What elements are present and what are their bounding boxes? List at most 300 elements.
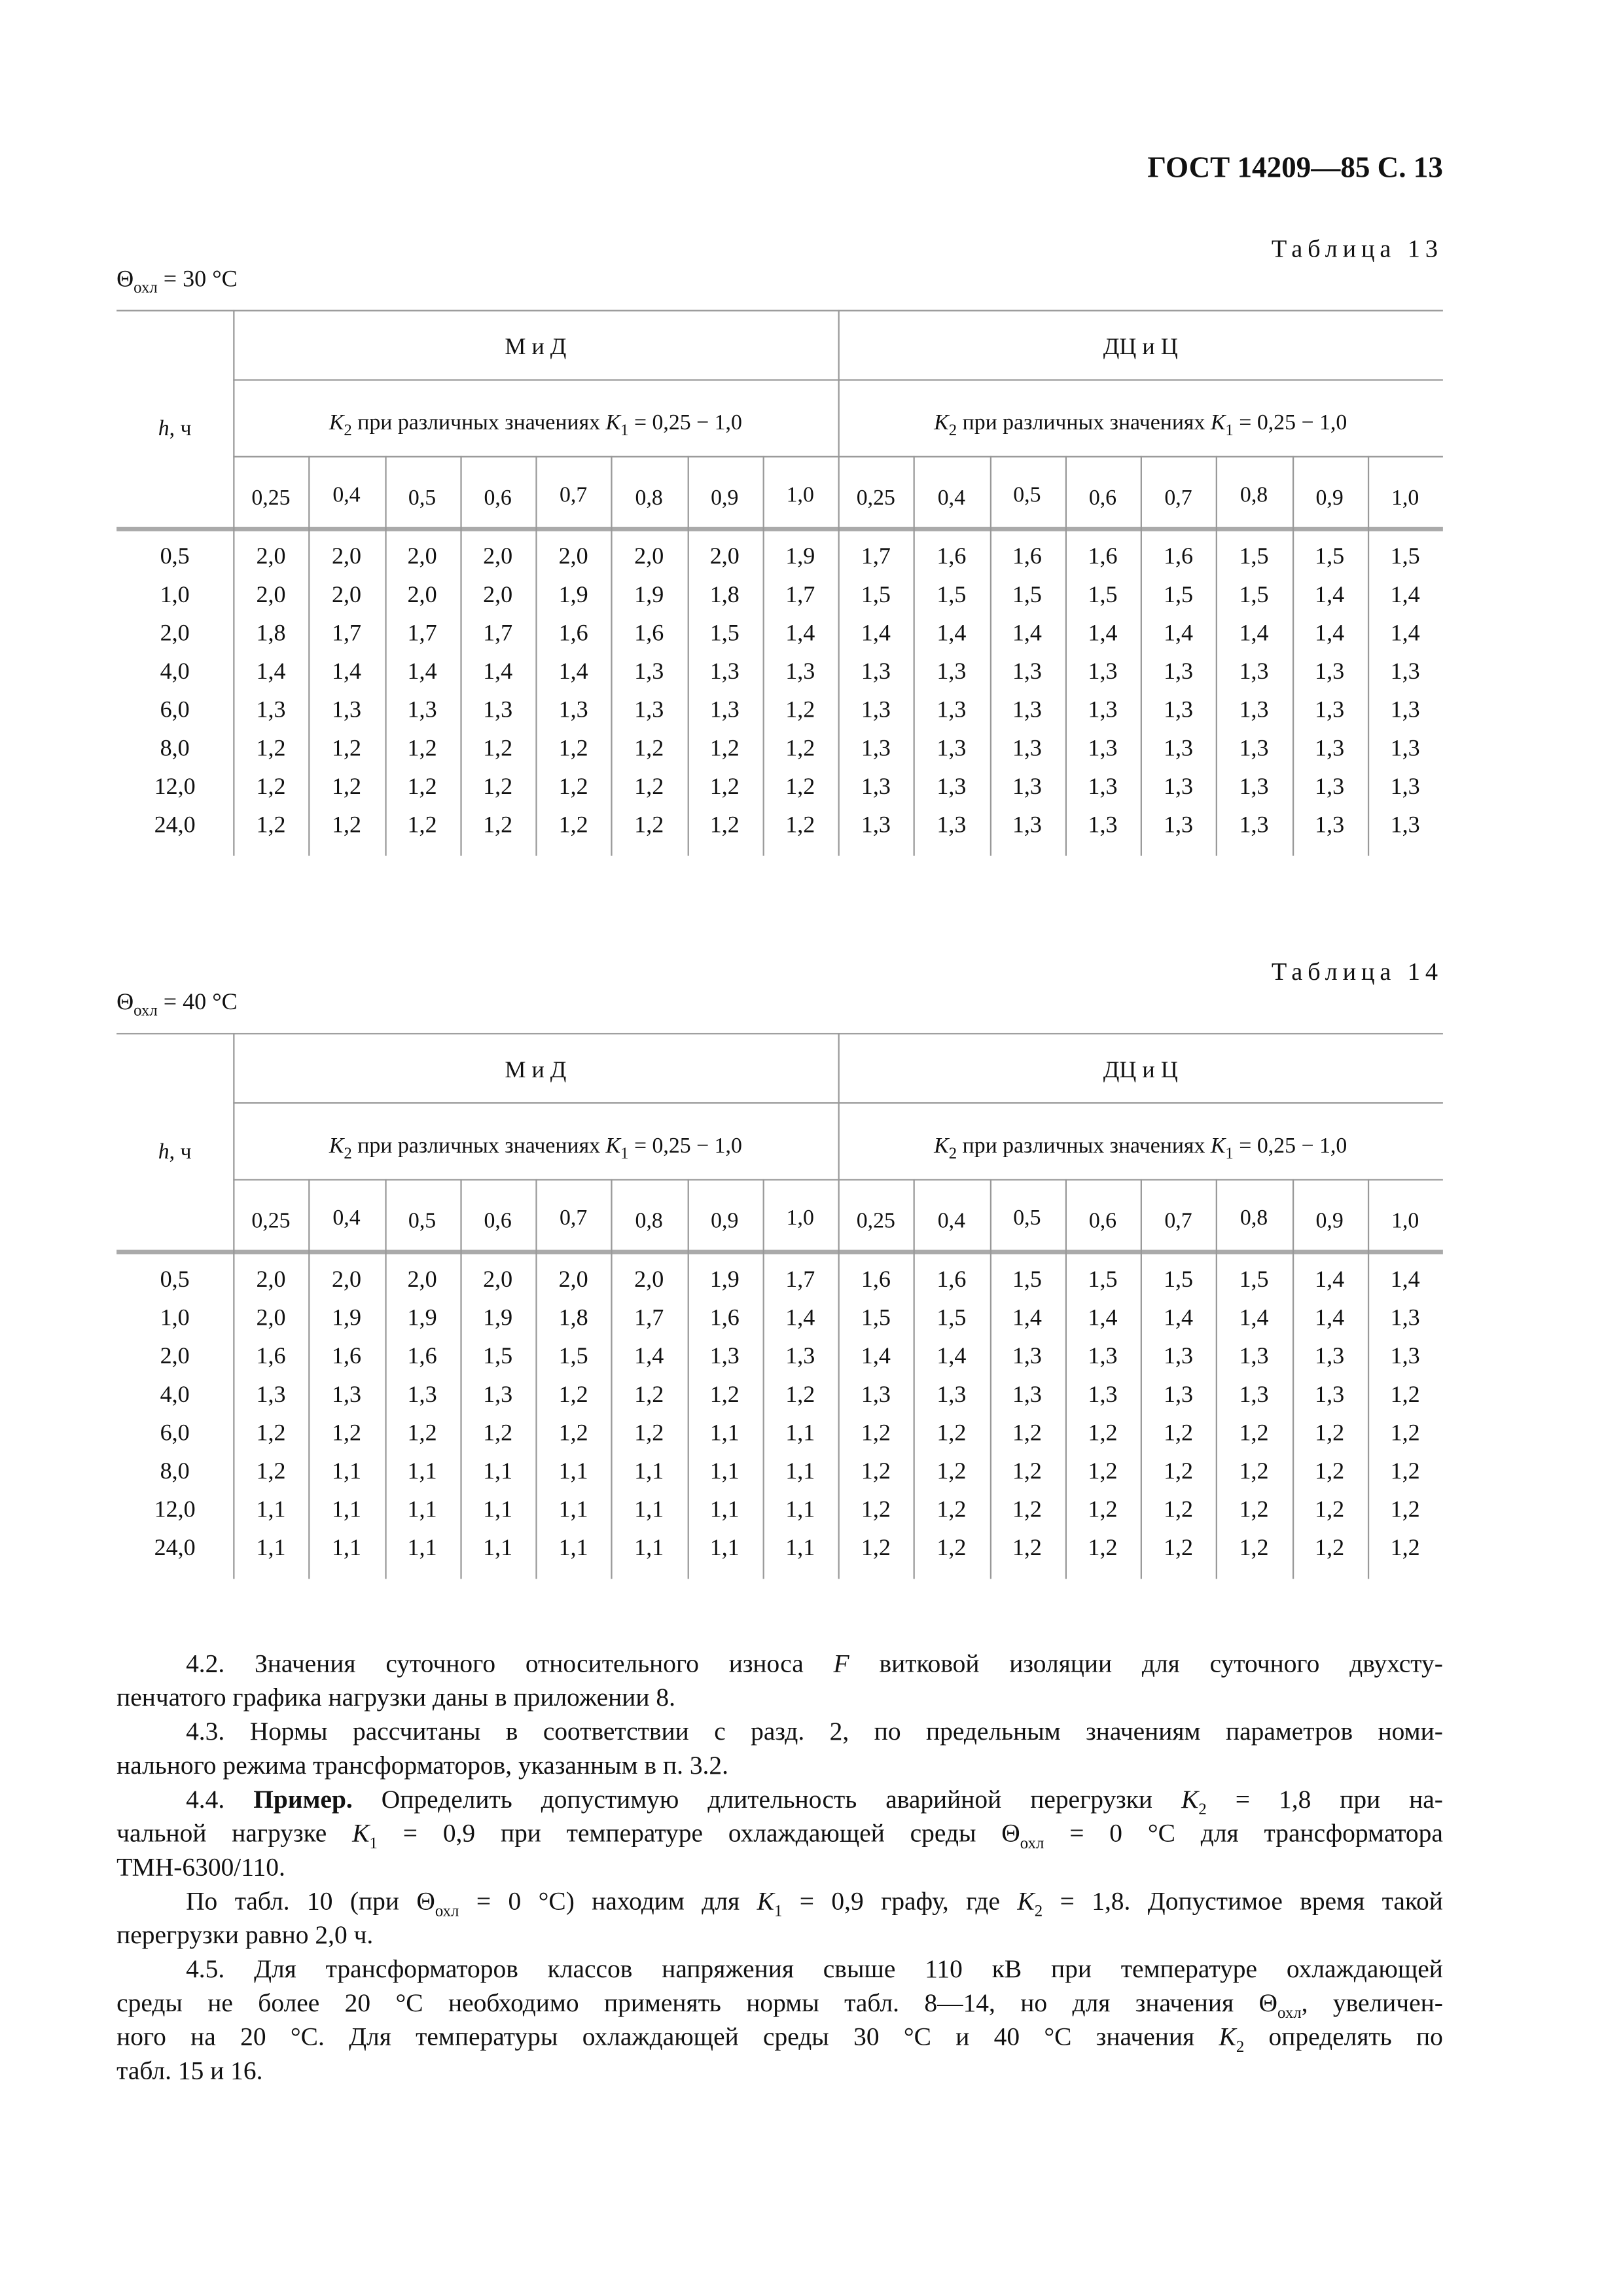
k2-value-cell: 1,2 xyxy=(634,736,664,762)
k2-value-cell: 1,3 xyxy=(861,736,891,762)
k2-value-cell: 1,3 xyxy=(1088,1382,1118,1408)
k1-column-header: 0,9 xyxy=(711,1210,739,1234)
k2-value-cell: 2,0 xyxy=(483,583,513,608)
k2-value-cell: 1,3 xyxy=(483,1382,513,1408)
k2-value-cell: 1,2 xyxy=(1239,1421,1269,1446)
k2-value-cell: 1,2 xyxy=(861,1535,891,1562)
k2-value-cell: 1,2 xyxy=(331,736,362,762)
k2-value-cell: 1,4 xyxy=(331,659,362,685)
k2-value-cell: 1,2 xyxy=(1239,1535,1269,1562)
h-cell: 12,0 xyxy=(154,774,196,800)
k2-value-cell: 1,2 xyxy=(256,1459,286,1485)
k2-value-cell: 1,5 xyxy=(1239,583,1269,608)
k2-value-cell: 1,4 xyxy=(785,621,815,647)
k2-value-cell: 2,0 xyxy=(256,1267,286,1293)
k2-value-cell: 1,4 xyxy=(1315,621,1345,647)
k1-column-header: 0,8 xyxy=(635,1210,663,1234)
k2-value-cell: 1,6 xyxy=(634,621,664,647)
k1-column-header: 0,4 xyxy=(937,1210,966,1234)
paragraph-4-4-line2: чальной нагрузке $K_1 = 0,9$ при температуре охлаждающей среды $\Theta_{охл} = 0$ °C для трансформатора xyxy=(116,1818,1443,1853)
k2-value-cell: 1,5 xyxy=(483,1344,513,1370)
k2-subheader-left: $K_2$ при различных значениях $K_1 = 0,25 - 1,0$ xyxy=(329,1134,742,1163)
k2-value-cell: 1,2 xyxy=(256,813,286,838)
k2-value-cell: 1,2 xyxy=(1390,1382,1420,1408)
k2-value-cell: 1,2 xyxy=(483,736,513,762)
k2-value-cell: 2,0 xyxy=(407,544,437,570)
k2-value-cell: 1,3 xyxy=(1315,1344,1345,1370)
group-header-left: М и Д xyxy=(505,1058,567,1083)
paragraph-example-line1: По табл. 10 (при $\Theta_{охл} = 0$ °C) находим для $K_1 = 0,9$ графу, где $K_2 = 1,8$. Допустимое время такой xyxy=(186,1886,1443,1921)
k2-value-cell: 1,3 xyxy=(1012,774,1042,800)
k2-value-cell: 1,4 xyxy=(1315,1306,1345,1331)
k2-value-cell: 1,4 xyxy=(634,1344,664,1370)
k2-value-cell: 1,2 xyxy=(483,813,513,838)
k2-value-cell: 1,2 xyxy=(634,774,664,800)
k2-value-cell: 1,3 xyxy=(256,1382,286,1408)
k2-value-cell: 1,1 xyxy=(558,1498,588,1523)
k2-value-cell: 2,0 xyxy=(331,544,362,570)
k2-value-cell: 1,4 xyxy=(1012,621,1042,647)
k1-column-header: 0,9 xyxy=(711,486,739,511)
k2-value-cell: 1,3 xyxy=(1012,736,1042,762)
k2-value-cell: 1,3 xyxy=(1088,736,1118,762)
k2-value-cell: 1,2 xyxy=(634,1382,664,1408)
k2-value-cell: 1,1 xyxy=(407,1498,437,1523)
k2-value-cell: 1,2 xyxy=(558,774,588,800)
k2-value-cell: 1,3 xyxy=(936,736,967,762)
k2-value-cell: 1,2 xyxy=(1012,1459,1042,1485)
k2-value-cell: 1,3 xyxy=(1390,736,1420,762)
k2-value-cell: 1,9 xyxy=(709,1267,740,1293)
k2-value-cell: 2,0 xyxy=(407,583,437,608)
k2-value-cell: 1,2 xyxy=(256,774,286,800)
k2-value-cell: 1,9 xyxy=(483,1306,513,1331)
k1-column-header: 1,0 xyxy=(786,1207,814,1231)
paragraph-4-4-line3: ТМН-6300/110. xyxy=(116,1852,285,1882)
k2-value-cell: 1,5 xyxy=(861,1306,891,1331)
paragraph-4-3-line1: 4.3. Нормы рассчитаны в соответствии с разд. 2, по предельным значениям параметров номи- xyxy=(186,1715,1443,1746)
k2-value-cell: 1,1 xyxy=(407,1535,437,1562)
k2-value-cell: 1,4 xyxy=(1239,1306,1269,1331)
k2-value-cell: 1,2 xyxy=(1088,1535,1118,1562)
k2-value-cell: 1,3 xyxy=(1163,1382,1194,1408)
k2-value-cell: 1,3 xyxy=(709,698,740,723)
k2-value-cell: 1,6 xyxy=(1012,544,1042,570)
k2-value-cell: 1,5 xyxy=(558,1344,588,1370)
k2-value-cell: 1,2 xyxy=(558,1421,588,1446)
k2-value-cell: 1,9 xyxy=(407,1306,437,1331)
k2-value-cell: 1,3 xyxy=(558,698,588,723)
k2-value-cell: 1,3 xyxy=(634,659,664,685)
k2-value-cell: 1,5 xyxy=(1239,544,1269,570)
k2-value-cell: 1,3 xyxy=(709,659,740,685)
k1-column-header: 0,5 xyxy=(1013,484,1041,508)
k2-value-cell: 1,2 xyxy=(1315,1421,1345,1446)
k2-value-cell: 1,2 xyxy=(407,736,437,762)
k2-value-cell: 1,2 xyxy=(936,1535,967,1562)
k2-value-cell: 1,4 xyxy=(1163,1306,1194,1331)
k2-value-cell: 1,2 xyxy=(256,1421,286,1446)
k2-value-cell: 1,7 xyxy=(785,1267,815,1293)
k2-value-cell: 1,2 xyxy=(1390,1459,1420,1485)
k2-value-cell: 1,3 xyxy=(1239,659,1269,685)
k1-column-header: 0,4 xyxy=(937,486,966,511)
h-cell: 4,0 xyxy=(160,1382,190,1408)
h-cell: 1,0 xyxy=(160,1306,190,1331)
k2-value-cell: 1,2 xyxy=(407,1421,437,1446)
k2-value-cell: 2,0 xyxy=(256,1306,286,1331)
k2-value-cell: 1,5 xyxy=(1012,583,1042,608)
k2-value-cell: 1,3 xyxy=(1088,1344,1118,1370)
k1-column-header: 0,25 xyxy=(856,1210,895,1234)
paragraph-4-2-line1: 4.2. Значения суточного относительного износа F витковой изоляции для суточного двухсту- xyxy=(186,1648,1443,1678)
k2-value-cell: 2,0 xyxy=(331,1267,362,1293)
h-cell: 12,0 xyxy=(154,1498,196,1523)
h-cell: 6,0 xyxy=(160,1421,190,1446)
k2-subheader-right: $K_2$ при различных значениях $K_1 = 0,25 - 1,0$ xyxy=(934,1134,1347,1163)
k2-value-cell: 1,4 xyxy=(1088,621,1118,647)
h-cell: 0,5 xyxy=(160,1267,190,1293)
k2-value-cell: 1,2 xyxy=(483,1421,513,1446)
k2-value-cell: 1,3 xyxy=(785,659,815,685)
k2-value-cell: 1,1 xyxy=(785,1421,815,1446)
k2-value-cell: 1,2 xyxy=(558,813,588,838)
k2-value-cell: 1,3 xyxy=(1012,1344,1042,1370)
k2-value-cell: 1,4 xyxy=(1390,1267,1420,1293)
k2-value-cell: 1,3 xyxy=(1012,1382,1042,1408)
k2-value-cell: 1,3 xyxy=(936,774,967,800)
k2-value-cell: 1,3 xyxy=(1390,659,1420,685)
k2-value-cell: 1,6 xyxy=(558,621,588,647)
k2-value-cell: 1,2 xyxy=(256,736,286,762)
k2-value-cell: 1,4 xyxy=(861,1344,891,1370)
k2-value-cell: 1,3 xyxy=(861,813,891,838)
k2-value-cell: 1,2 xyxy=(709,736,740,762)
k2-value-cell: 1,2 xyxy=(1390,1421,1420,1446)
k2-value-cell: 1,6 xyxy=(331,1344,362,1370)
k2-value-cell: 1,9 xyxy=(331,1306,362,1331)
k2-value-cell: 1,2 xyxy=(634,813,664,838)
k2-value-cell: 1,3 xyxy=(407,698,437,723)
paragraph-4-4-line1: 4.4. Пример. Определить допустимую длительность аварийной перегрузки $K_2 = 1,8$ при на- xyxy=(186,1784,1443,1819)
k2-value-cell: 1,3 xyxy=(1390,813,1420,838)
k2-value-cell: 1,5 xyxy=(936,583,967,608)
k2-value-cell: 1,5 xyxy=(1163,1267,1194,1293)
k2-value-cell: 1,1 xyxy=(709,1535,740,1562)
h-cell: 24,0 xyxy=(154,1535,196,1562)
k2-value-cell: 1,3 xyxy=(1163,813,1194,838)
k2-value-cell: 1,2 xyxy=(861,1498,891,1523)
k2-value-cell: 1,6 xyxy=(936,1267,967,1293)
k2-value-cell: 1,2 xyxy=(785,774,815,800)
k2-subheader-left: $K_2$ при различных значениях $K_1 = 0,25 - 1,0$ xyxy=(329,412,742,440)
k2-value-cell: 2,0 xyxy=(407,1267,437,1293)
k2-value-cell: 1,1 xyxy=(558,1535,588,1562)
k1-column-header: 0,5 xyxy=(408,486,437,511)
k2-value-cell: 1,3 xyxy=(1315,813,1345,838)
k2-value-cell: 1,4 xyxy=(936,1344,967,1370)
k2-value-cell: 1,2 xyxy=(861,1421,891,1446)
k2-value-cell: 1,3 xyxy=(936,813,967,838)
k2-value-cell: 1,3 xyxy=(1088,659,1118,685)
k2-value-cell: 2,0 xyxy=(331,583,362,608)
k2-value-cell: 1,2 xyxy=(785,1382,815,1408)
k2-value-cell: 1,3 xyxy=(1239,1344,1269,1370)
data-table xyxy=(116,310,1443,855)
k2-value-cell: 1,2 xyxy=(785,813,815,838)
k2-value-cell: 1,3 xyxy=(1163,659,1194,685)
k1-column-header: 0,7 xyxy=(560,484,588,508)
h-cell: 24,0 xyxy=(154,813,196,838)
k1-column-header: 0,5 xyxy=(1013,1207,1041,1231)
k2-value-cell: 1,3 xyxy=(1163,698,1194,723)
group-header-right: ДЦ и Ц xyxy=(1103,1058,1178,1083)
k2-value-cell: 1,3 xyxy=(1315,659,1345,685)
k2-value-cell: 1,2 xyxy=(1012,1535,1042,1562)
k2-value-cell: 1,3 xyxy=(331,1382,362,1408)
k2-value-cell: 1,3 xyxy=(1390,774,1420,800)
h-column-header: h, ч xyxy=(158,418,192,442)
k2-value-cell: 1,2 xyxy=(331,813,362,838)
k2-value-cell: 2,0 xyxy=(256,583,286,608)
k2-value-cell: 1,3 xyxy=(483,698,513,723)
k2-value-cell: 1,3 xyxy=(936,698,967,723)
k2-value-cell: 1,4 xyxy=(558,659,588,685)
k1-column-header: 0,5 xyxy=(408,1210,437,1234)
k2-value-cell: 1,3 xyxy=(1315,736,1345,762)
k2-value-cell: 1,4 xyxy=(1390,583,1420,608)
k2-value-cell: 1,3 xyxy=(1390,1306,1420,1331)
k2-value-cell: 1,4 xyxy=(407,659,437,685)
group-header-left: М и Д xyxy=(505,334,567,361)
paragraph-4-2-line2: пенчатого графика нагрузки даны в приложении 8. xyxy=(116,1682,675,1712)
k2-value-cell: 1,6 xyxy=(936,544,967,570)
k2-value-cell: 2,0 xyxy=(483,544,513,570)
k2-value-cell: 1,1 xyxy=(785,1459,815,1485)
paragraph-4-5-line4: табл. 15 и 16. xyxy=(116,2055,263,2085)
k2-value-cell: 1,2 xyxy=(1088,1498,1118,1523)
k2-value-cell: 1,6 xyxy=(709,1306,740,1331)
k2-value-cell: 1,2 xyxy=(936,1421,967,1446)
k2-value-cell: 1,9 xyxy=(558,583,588,608)
h-cell: 1,0 xyxy=(160,583,190,608)
k2-value-cell: 1,4 xyxy=(1012,1306,1042,1331)
k2-value-cell: 1,2 xyxy=(1390,1498,1420,1523)
k1-column-header: 0,8 xyxy=(1240,1207,1268,1231)
k2-value-cell: 1,2 xyxy=(936,1498,967,1523)
k2-value-cell: 1,5 xyxy=(1012,1267,1042,1293)
k2-value-cell: 1,3 xyxy=(861,698,891,723)
k2-value-cell: 1,1 xyxy=(709,1421,740,1446)
k2-value-cell: 1,5 xyxy=(1163,583,1194,608)
k2-value-cell: 1,3 xyxy=(331,698,362,723)
k2-value-cell: 1,1 xyxy=(331,1535,362,1562)
k2-value-cell: 1,4 xyxy=(256,659,286,685)
k2-value-cell: 1,6 xyxy=(1163,544,1194,570)
k2-value-cell: 1,2 xyxy=(407,774,437,800)
k2-value-cell: 1,2 xyxy=(1315,1498,1345,1523)
k2-value-cell: 1,2 xyxy=(1163,1535,1194,1562)
h-cell: 2,0 xyxy=(160,621,190,647)
k2-value-cell: 1,5 xyxy=(861,583,891,608)
k2-value-cell: 1,3 xyxy=(1012,698,1042,723)
k2-value-cell: 1,6 xyxy=(256,1344,286,1370)
k1-column-header: 0,6 xyxy=(1088,1210,1117,1234)
k2-value-cell: 1,2 xyxy=(1315,1535,1345,1562)
k2-value-cell: 1,3 xyxy=(861,774,891,800)
k2-value-cell: 1,3 xyxy=(1239,698,1269,723)
k2-value-cell: 2,0 xyxy=(483,1267,513,1293)
k2-value-cell: 1,3 xyxy=(1239,774,1269,800)
k2-value-cell: 1,3 xyxy=(1315,774,1345,800)
k1-column-header: 1,0 xyxy=(1391,486,1419,511)
k2-value-cell: 1,4 xyxy=(1315,1267,1345,1293)
k2-value-cell: 2,0 xyxy=(558,544,588,570)
k2-value-cell: 1,1 xyxy=(785,1535,815,1562)
h-cell: 8,0 xyxy=(160,736,190,762)
k2-value-cell: 1,6 xyxy=(861,1267,891,1293)
paragraph-4-3-line2: нального режима трансформаторов, указанным в п. 3.2. xyxy=(116,1749,729,1780)
k2-value-cell: 1,2 xyxy=(785,698,815,723)
k2-value-cell: 1,2 xyxy=(1012,1498,1042,1523)
k2-value-cell: 1,3 xyxy=(1012,813,1042,838)
k2-value-cell: 1,3 xyxy=(1088,774,1118,800)
k1-column-header: 0,9 xyxy=(1315,1210,1344,1234)
k2-value-cell: 1,3 xyxy=(1239,813,1269,838)
k2-value-cell: 1,3 xyxy=(936,659,967,685)
table-caption: Таблица 14 xyxy=(1271,958,1443,986)
k2-value-cell: 1,2 xyxy=(558,1382,588,1408)
k2-value-cell: 1,1 xyxy=(331,1498,362,1523)
k2-value-cell: 1,1 xyxy=(558,1459,588,1485)
k2-value-cell: 1,3 xyxy=(1163,736,1194,762)
k2-value-cell: 1,4 xyxy=(1163,621,1194,647)
k2-value-cell: 1,3 xyxy=(1390,698,1420,723)
k2-value-cell: 1,2 xyxy=(1012,1421,1042,1446)
k2-value-cell: 1,2 xyxy=(1239,1459,1269,1485)
k2-value-cell: 1,3 xyxy=(1390,1344,1420,1370)
k2-value-cell: 1,4 xyxy=(1088,1306,1118,1331)
k1-column-header: 0,25 xyxy=(251,486,291,511)
k2-value-cell: 1,2 xyxy=(1088,1421,1118,1446)
k2-value-cell: 1,3 xyxy=(1012,659,1042,685)
k2-value-cell: 1,5 xyxy=(1239,1267,1269,1293)
k2-value-cell: 1,7 xyxy=(331,621,362,647)
k2-value-cell: 1,3 xyxy=(861,1382,891,1408)
k2-value-cell: 1,4 xyxy=(785,1306,815,1331)
k2-subheader-right: $K_2$ при различных значениях $K_1 = 0,25 - 1,0$ xyxy=(934,412,1347,440)
k2-value-cell: 1,2 xyxy=(331,1421,362,1446)
k2-value-cell: 1,2 xyxy=(1390,1535,1420,1562)
k2-value-cell: 1,1 xyxy=(331,1459,362,1485)
k1-column-header: 0,7 xyxy=(1164,1210,1192,1234)
paragraph-4-5-line3: ного на 20 °C. Для температуры охлаждающей среды 30 °C и 40 °C значения $K_2$ определять по xyxy=(116,2021,1443,2056)
h-cell: 0,5 xyxy=(160,544,190,570)
k2-value-cell: 1,2 xyxy=(1163,1498,1194,1523)
k2-value-cell: 1,3 xyxy=(1163,1344,1194,1370)
k2-value-cell: 1,3 xyxy=(785,1344,815,1370)
k2-value-cell: 1,3 xyxy=(709,1344,740,1370)
k2-value-cell: 1,1 xyxy=(709,1459,740,1485)
k1-column-header: 0,25 xyxy=(856,486,895,511)
k1-column-header: 0,6 xyxy=(1088,486,1117,511)
k2-value-cell: 2,0 xyxy=(558,1267,588,1293)
k2-value-cell: 1,5 xyxy=(709,621,740,647)
k2-value-cell: 1,1 xyxy=(256,1535,286,1562)
k2-value-cell: 1,5 xyxy=(1315,544,1345,570)
k2-value-cell: 1,2 xyxy=(709,1382,740,1408)
k2-value-cell: 1,1 xyxy=(483,1498,513,1523)
paragraph-4-5-line2: среды не более 20 °C необходимо применять нормы табл. 8—14, но для значения $\Theta_{охл}$, увеличен- xyxy=(116,1987,1443,2022)
group-header-right: ДЦ и Ц xyxy=(1103,334,1178,361)
k2-value-cell: 1,2 xyxy=(785,736,815,762)
k2-value-cell: 1,3 xyxy=(634,698,664,723)
k1-column-header: 0,25 xyxy=(251,1210,291,1234)
k2-value-cell: 1,2 xyxy=(709,774,740,800)
k2-value-cell: 1,2 xyxy=(1163,1421,1194,1446)
h-cell: 4,0 xyxy=(160,659,190,685)
k2-value-cell: 1,8 xyxy=(256,621,286,647)
k2-value-cell: 1,4 xyxy=(1315,583,1345,608)
k2-value-cell: 1,8 xyxy=(709,583,740,608)
k2-value-cell: 1,3 xyxy=(1315,1382,1345,1408)
k2-value-cell: 1,3 xyxy=(407,1382,437,1408)
k2-value-cell: 1,5 xyxy=(1390,544,1420,570)
k2-value-cell: 1,2 xyxy=(1088,1459,1118,1485)
paragraph-4-5-line1: 4.5. Для трансформаторов классов напряжения свыше 110 кВ при температуре охлаждающей xyxy=(186,1953,1443,1984)
k2-value-cell: 1,1 xyxy=(634,1459,664,1485)
table-caption: Таблица 13 xyxy=(1271,234,1443,263)
k1-column-header: 1,0 xyxy=(1391,1210,1419,1234)
k2-value-cell: 1,3 xyxy=(1088,813,1118,838)
h-column-header: h, ч xyxy=(158,1140,192,1164)
k2-value-cell: 1,4 xyxy=(936,621,967,647)
k2-value-cell: 1,3 xyxy=(1315,698,1345,723)
k2-value-cell: 1,2 xyxy=(861,1459,891,1485)
k2-value-cell: 1,1 xyxy=(483,1535,513,1562)
k2-value-cell: 1,7 xyxy=(483,621,513,647)
k2-value-cell: 1,3 xyxy=(936,1382,967,1408)
table-condition: $\Theta_{охл} = 30$ °C xyxy=(116,267,238,297)
k1-column-header: 0,6 xyxy=(484,1210,512,1234)
k2-value-cell: 1,7 xyxy=(785,583,815,608)
paragraph-example-line2: перегрузки равно 2,0 ч. xyxy=(116,1920,374,1950)
k2-value-cell: 1,2 xyxy=(634,1421,664,1446)
k2-value-cell: 1,3 xyxy=(256,698,286,723)
h-cell: 8,0 xyxy=(160,1459,190,1485)
k2-value-cell: 1,9 xyxy=(634,583,664,608)
k1-column-header: 0,9 xyxy=(1315,486,1344,511)
k2-value-cell: 1,4 xyxy=(483,659,513,685)
k1-column-header: 0,6 xyxy=(484,486,512,511)
h-cell: 2,0 xyxy=(160,1344,190,1370)
k2-value-cell: 1,3 xyxy=(1163,774,1194,800)
k1-column-header: 0,4 xyxy=(332,484,361,508)
k2-value-cell: 1,5 xyxy=(1088,583,1118,608)
k1-column-header: 0,7 xyxy=(1164,486,1192,511)
k2-value-cell: 1,1 xyxy=(256,1498,286,1523)
k2-value-cell: 2,0 xyxy=(256,544,286,570)
page-header: ГОСТ 14209—85 С. 13 xyxy=(1147,152,1443,185)
k2-value-cell: 1,2 xyxy=(558,736,588,762)
k2-value-cell: 2,0 xyxy=(634,544,664,570)
k2-value-cell: 1,5 xyxy=(1088,1267,1118,1293)
k2-value-cell: 1,1 xyxy=(483,1459,513,1485)
k2-value-cell: 1,1 xyxy=(407,1459,437,1485)
k1-column-header: 1,0 xyxy=(786,484,814,508)
k2-value-cell: 1,4 xyxy=(1239,621,1269,647)
table-condition: $\Theta_{охл} = 40$ °C xyxy=(116,990,238,1020)
